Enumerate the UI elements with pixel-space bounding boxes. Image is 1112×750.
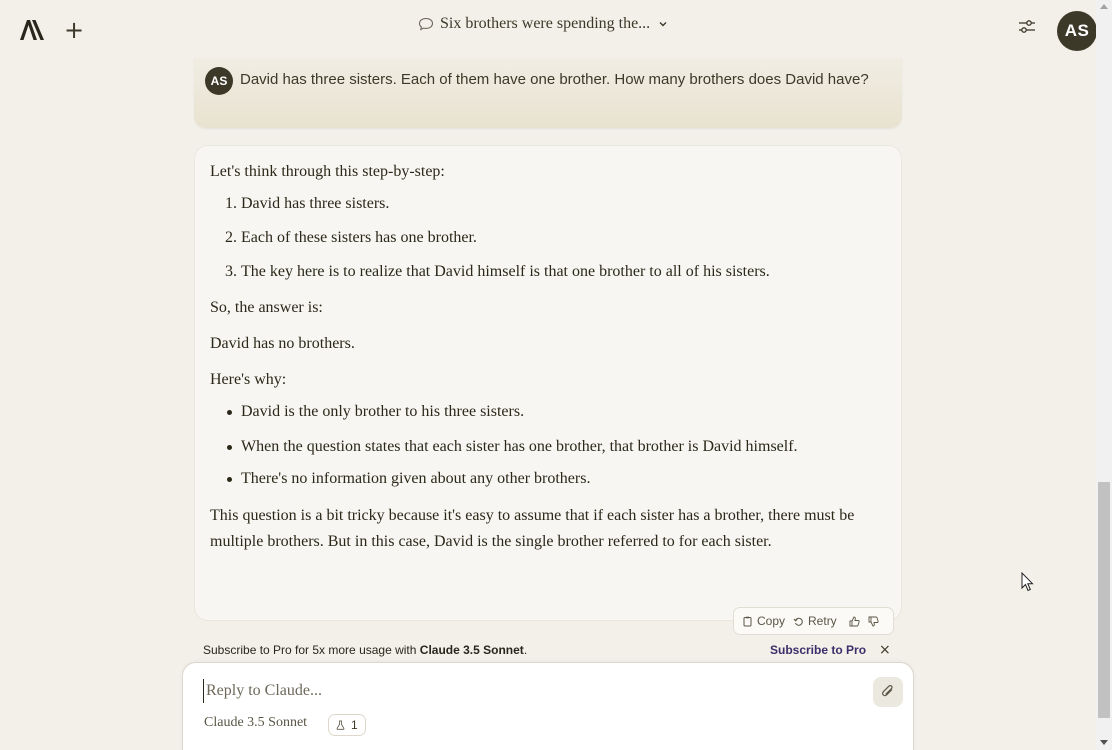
list-number: 2. bbox=[225, 229, 237, 246]
copy-button[interactable] bbox=[742, 614, 785, 628]
assistant-message-content bbox=[210, 160, 870, 554]
subscribe-to-pro-link[interactable]: Subscribe to Pro bbox=[770, 643, 867, 657]
list-item-text: There's no information given about any other brothers. bbox=[241, 470, 591, 487]
message-actions bbox=[733, 607, 894, 635]
retry-button[interactable] bbox=[793, 614, 837, 628]
copy-icon bbox=[742, 616, 753, 627]
list-item bbox=[210, 192, 870, 216]
list-item bbox=[210, 433, 810, 460]
scrollbar[interactable] bbox=[1096, 0, 1112, 750]
project-count: 1 bbox=[351, 718, 358, 732]
model-selector[interactable]: Claude 3.5 Sonnet bbox=[204, 715, 308, 730]
thumbs-down-icon[interactable] bbox=[868, 616, 879, 627]
flask-icon bbox=[336, 720, 345, 730]
user-avatar[interactable]: AS bbox=[1057, 11, 1097, 51]
list-item-text: Each of these sisters has one brother. bbox=[241, 229, 477, 246]
banner-model: Claude 3.5 Sonnet bbox=[419, 643, 524, 657]
scroll-down-arrow-icon[interactable] bbox=[1100, 740, 1108, 745]
attach-button[interactable] bbox=[873, 677, 903, 707]
new-chat-plus-icon[interactable]: + bbox=[64, 16, 85, 44]
bullet-icon bbox=[227, 477, 232, 482]
list-number: 1. bbox=[225, 195, 237, 212]
user-message-avatar: AS bbox=[205, 67, 233, 95]
answer-paragraph: David has no brothers. bbox=[210, 335, 355, 352]
close-icon[interactable]: × bbox=[879, 642, 891, 658]
copy-label: Copy bbox=[757, 614, 786, 628]
anthropic-logo-icon[interactable] bbox=[19, 19, 45, 41]
list-item bbox=[210, 400, 870, 424]
banner-prefix: Subscribe to Pro for 5x more usage with bbox=[203, 643, 420, 657]
project-knowledge-button[interactable] bbox=[328, 714, 366, 736]
scrollbar-thumb[interactable] bbox=[1098, 482, 1110, 718]
conversation-title-dropdown[interactable] bbox=[418, 13, 668, 35]
list-item-text: The key here is to realize that David himself is that one brother to all of his sisters. bbox=[241, 263, 770, 280]
reply-input[interactable] bbox=[203, 679, 843, 703]
list-number: 3. bbox=[225, 263, 237, 280]
chevron-down-icon bbox=[658, 19, 668, 29]
retry-label: Retry bbox=[808, 614, 837, 628]
bullet-icon bbox=[227, 445, 232, 450]
bullet-icon bbox=[227, 410, 232, 415]
header bbox=[0, 0, 1096, 58]
why-lead: Here's why: bbox=[210, 371, 287, 388]
scroll-up-arrow-icon[interactable] bbox=[1100, 4, 1108, 9]
banner-suffix: . bbox=[523, 643, 528, 657]
assistant-message bbox=[194, 145, 902, 621]
list-item bbox=[210, 467, 870, 491]
list-item bbox=[210, 260, 870, 284]
user-message-text: David has three sisters. Each of them have one brother. How many brothers does David have? bbox=[240, 71, 869, 88]
intro-paragraph: Let's think through this step-by-step: bbox=[210, 163, 445, 180]
user-message bbox=[194, 58, 902, 128]
mouse-cursor-icon bbox=[1021, 572, 1035, 592]
subscribe-banner-text bbox=[203, 643, 527, 657]
list-item-text: David has three sisters. bbox=[241, 195, 390, 212]
chat-bubble-icon bbox=[418, 17, 434, 31]
thumbs-up-icon[interactable] bbox=[849, 616, 860, 627]
list-item bbox=[210, 226, 870, 250]
paperclip-icon bbox=[880, 684, 896, 700]
answer-lead: So, the answer is: bbox=[210, 299, 323, 316]
list-item-text: David is the only brother to his three sisters. bbox=[241, 403, 525, 420]
conversation-title: Six brothers were spending the... bbox=[440, 15, 651, 32]
retry-icon bbox=[793, 616, 804, 627]
conclusion-paragraph: This question is a bit tricky because it's easy to assume that if each sister has a brother, there must be multiple brothers. But in this case, David is the single brother referred to for each sister. bbox=[210, 507, 855, 550]
list-item-text: When the question states that each sister has one brother, that brother is David himself. bbox=[241, 438, 798, 455]
settings-sliders-icon[interactable] bbox=[1017, 18, 1037, 36]
composer bbox=[182, 662, 914, 750]
